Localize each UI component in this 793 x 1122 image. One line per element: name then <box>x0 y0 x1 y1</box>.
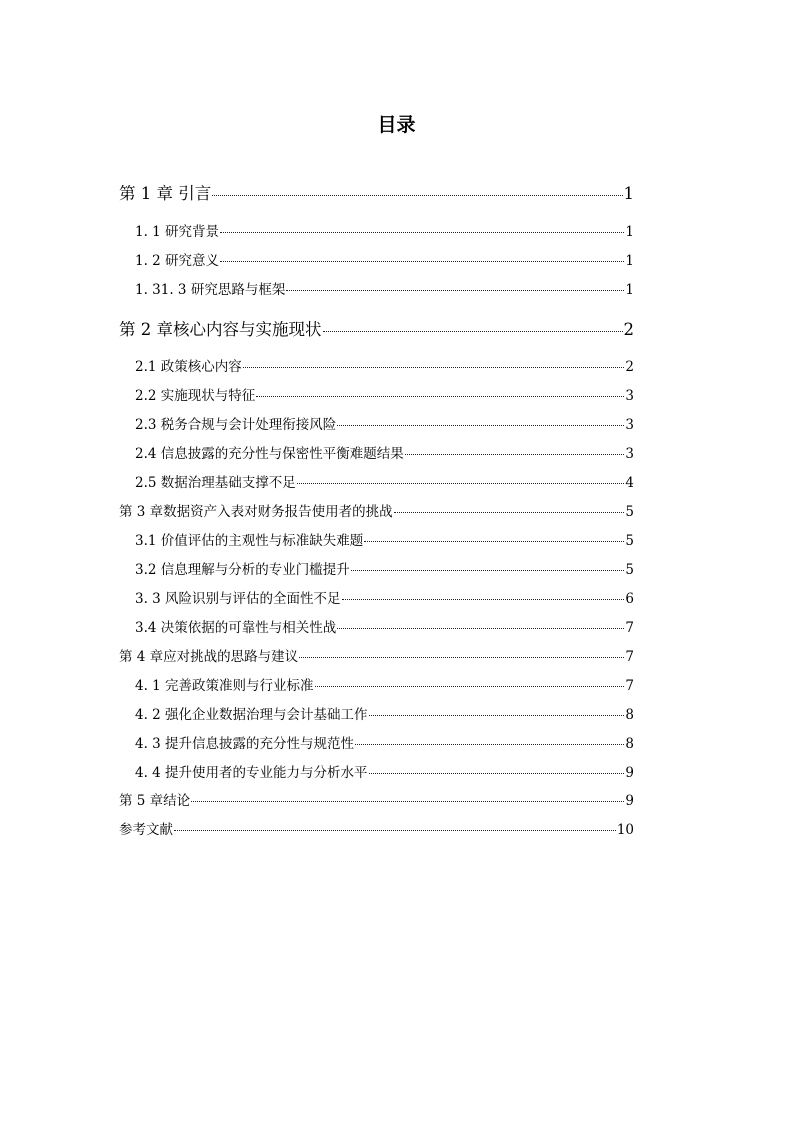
toc-leader-dots <box>337 425 624 426</box>
toc-entry-title: 第 3 章数据资产入表对财务报告使用者的挑战 <box>119 504 393 520</box>
toc-entry-page: 2 <box>625 359 634 375</box>
toc-leader-dots <box>364 541 624 542</box>
toc-entry-title: 第 5 章结论 <box>119 793 191 809</box>
toc-entry-section-2-1[interactable] <box>135 355 634 375</box>
toc-leader-dots <box>369 773 625 774</box>
toc-entry-page: 1 <box>625 253 634 269</box>
toc-entry-section-4-3[interactable] <box>135 732 634 752</box>
toc-leader-dots <box>256 396 624 397</box>
toc-entry-section-4-4[interactable] <box>135 761 634 781</box>
toc-entry-section-2-4[interactable] <box>135 442 634 462</box>
toc-entry-title: 第 4 章应对挑战的思路与建议 <box>119 649 299 665</box>
toc-entry-section-3-2[interactable] <box>135 558 634 578</box>
toc-leader-dots <box>220 261 624 262</box>
toc-leader-dots <box>342 599 625 600</box>
toc-leader-dots <box>220 232 624 233</box>
toc-entry-title: 4. 2 强化企业数据治理与会计基础工作 <box>135 707 368 723</box>
toc-entry-section-1-2[interactable] <box>135 249 634 269</box>
toc-entry-references[interactable] <box>119 818 634 838</box>
toc-entry-chapter-3[interactable] <box>119 500 634 520</box>
toc-leader-dots <box>191 801 624 802</box>
toc-entry-title: 第 1 章 引言 <box>119 184 212 203</box>
toc-entry-page: 3 <box>625 417 634 433</box>
toc-leader-dots <box>351 570 625 571</box>
toc-entry-page: 5 <box>625 504 634 520</box>
toc-leader-dots <box>337 628 624 629</box>
toc-entry-section-3-3[interactable] <box>135 587 634 607</box>
toc-entry-title: 2.1 政策核心内容 <box>135 359 242 375</box>
toc-entry-page: 6 <box>625 591 634 607</box>
toc-entry-title: 2.2 实施现状与特征 <box>135 388 256 404</box>
toc-entry-page: 9 <box>625 765 634 781</box>
toc-entry-title: 4. 3 提升信息披露的充分性与规范性 <box>135 736 355 752</box>
toc-entry-page: 2 <box>623 320 634 339</box>
toc-entry-section-1-3[interactable] <box>135 278 634 298</box>
toc-entry-page: 3 <box>625 388 634 404</box>
toc-leader-dots <box>405 454 625 455</box>
toc-entry-section-1-1[interactable] <box>135 220 634 240</box>
toc-entry-page: 4 <box>625 475 634 491</box>
toc-entry-chapter-4[interactable] <box>119 645 634 665</box>
toc-entry-title: 2.3 税务合规与会计处理衔接风险 <box>135 417 337 433</box>
toc-entry-page: 1 <box>625 282 634 298</box>
toc-entry-page: 10 <box>616 822 634 838</box>
toc-entry-chapter-1[interactable] <box>119 180 634 204</box>
toc-entry-title: 第 2 章核心内容与实施现状 <box>119 320 322 339</box>
toc-entry-title: 2.4 信息披露的充分性与保密性平衡难题结果 <box>135 446 404 462</box>
toc-leader-dots <box>355 744 624 745</box>
toc-entry-page: 1 <box>625 224 634 240</box>
toc-entry-page: 7 <box>625 678 634 694</box>
toc-entry-title: 参考文献 <box>119 822 173 838</box>
toc-entry-title: 2.5 数据治理基础支撑不足 <box>135 475 296 491</box>
toc-entry-page: 3 <box>625 446 634 462</box>
toc-entry-section-4-1[interactable] <box>135 674 634 694</box>
toc-entry-section-2-3[interactable] <box>135 413 634 433</box>
toc-entry-title: 3. 3 风险识别与评估的全面性不足 <box>135 591 341 607</box>
toc-entry-section-3-4[interactable] <box>135 616 634 636</box>
toc-entry-page: 8 <box>625 707 634 723</box>
toc-entry-section-2-5[interactable] <box>135 471 634 491</box>
toc-entry-title: 1. 31. 3 研究思路与框架 <box>135 282 286 298</box>
toc-entry-page: 8 <box>625 736 634 752</box>
toc-entry-chapter-2[interactable] <box>119 316 634 340</box>
toc-entry-title: 1. 2 研究意义 <box>135 253 220 269</box>
toc-leader-dots <box>286 290 624 291</box>
toc-leader-dots <box>369 715 625 716</box>
toc-entry-title: 4. 1 完善政策准则与行业标准 <box>135 678 314 694</box>
toc-leader-dots <box>299 657 624 658</box>
toc-leader-dots <box>297 483 625 484</box>
toc-entry-page: 5 <box>625 533 634 549</box>
toc-leader-dots <box>323 331 623 332</box>
toc-entry-page: 7 <box>625 649 634 665</box>
toc-entry-section-3-1[interactable] <box>135 529 634 549</box>
toc-entry-title: 3.2 信息理解与分析的专业门槛提升 <box>135 562 350 578</box>
toc-entry-title: 3.1 价值评估的主观性与标准缺失难题 <box>135 533 364 549</box>
toc-entry-chapter-5[interactable] <box>119 789 634 809</box>
toc-leader-dots <box>315 686 625 687</box>
toc-entry-page: 1 <box>623 184 634 203</box>
page-title: 目录 <box>377 114 416 136</box>
toc-entry-page: 5 <box>625 562 634 578</box>
toc-leader-dots <box>174 830 616 831</box>
toc-entry-page: 7 <box>625 620 634 636</box>
toc-entry-section-4-2[interactable] <box>135 703 634 723</box>
toc-entry-title: 4. 4 提升使用者的专业能力与分析水平 <box>135 765 368 781</box>
toc-entry-title: 1. 1 研究背景 <box>135 224 220 240</box>
toc-leader-dots <box>212 195 622 196</box>
toc-leader-dots <box>394 512 625 513</box>
toc-leader-dots <box>243 367 625 368</box>
toc-entry-page: 9 <box>625 793 634 809</box>
toc-entry-title: 3.4 决策依据的可靠性与相关性战 <box>135 620 337 636</box>
toc-entry-section-2-2[interactable] <box>135 384 634 404</box>
